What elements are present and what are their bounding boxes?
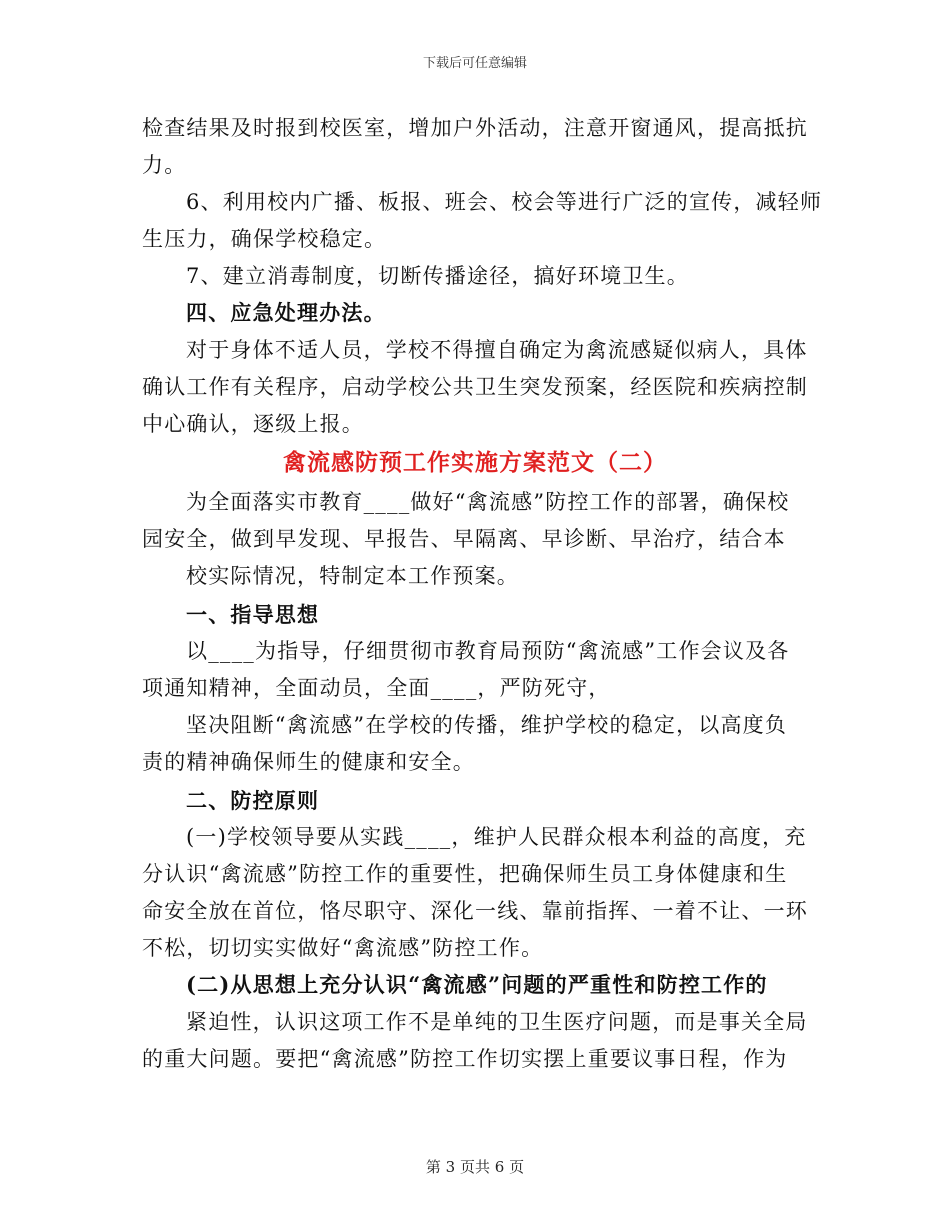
section-heading: 一、指导思想 — [186, 602, 320, 627]
body-line: 校实际情况，特制定本工作预案。 — [186, 564, 519, 588]
body-line: 中心确认，逐级上报。 — [142, 412, 364, 436]
body-line: 项通知精神，全面动员，全面____，严防死守， — [142, 676, 611, 700]
list-item: 7、建立消毒制度，切断传播途径，搞好环境卫生。 — [186, 264, 689, 288]
body-line: 园安全，做到早发现、早报告、早隔离、早诊断、早治疗，结合本 — [142, 527, 786, 551]
list-item: 6、利用校内广播、板报、班会、校会等进行广泛的宣传，减轻师 — [186, 190, 823, 214]
page-header: 下载后可任意编辑 — [422, 56, 527, 71]
body-line: 检查结果及时报到校医室，增加户外活动，注意开窗通风，提高抵抗 — [142, 116, 808, 140]
section-heading: 二、防控原则 — [186, 788, 320, 813]
paragraph-start: 为全面落实市教育____做好“禽流感”防控工作的部署，确保校 — [186, 490, 790, 514]
page-footer: 第 3 页共 6 页 — [425, 1158, 525, 1176]
paragraph-start: 以____为指导，仔细贯彻市教育局预防“禽流感”工作会议及各 — [186, 639, 790, 663]
body-line: 确认工作有关程序，启动学校公共卫生突发预案，经医院和疾病控制 — [142, 375, 808, 399]
paragraph-start: 坚决阻断“禽流感”在学校的传播，维护学校的稳定，以高度负 — [186, 713, 788, 737]
subsection-heading: (二)从思想上充分认识“禽流感”问题的严重性和防控工作的 — [186, 972, 768, 997]
body-line: 的重大问题。要把“禽流感”防控工作切实摆上重要议事日程，作为 — [142, 1047, 788, 1071]
paragraph-start: (一)学校领导要从实践____，维护人民群众根本利益的高度，充 — [186, 825, 807, 849]
paragraph-start: 对于身体不适人员，学校不得擅自确定为禽流感疑似病人，具体 — [186, 338, 808, 362]
body-line: 生压力，确保学校稳定。 — [142, 227, 387, 251]
document-title: 禽流感防预工作实施方案范文（二） — [283, 449, 667, 476]
body-line: 分认识“禽流感”防控工作的重要性，把确保师生员工身体健康和生 — [142, 862, 788, 886]
body-line: 力。 — [142, 153, 187, 177]
body-line: 命安全放在首位，恪尽职守、深化一线、靠前指挥、一着不让、一环 — [142, 899, 808, 923]
body-line: 不松，切切实实做好“禽流感”防控工作。 — [142, 936, 544, 960]
section-heading: 四、应急处理办法。 — [186, 300, 386, 325]
body-line: 紧迫性，认识这项工作不是单纯的卫生医疗问题，而是事关全局 — [186, 1010, 808, 1034]
body-line: 责的精神确保师生的健康和安全。 — [142, 750, 475, 774]
